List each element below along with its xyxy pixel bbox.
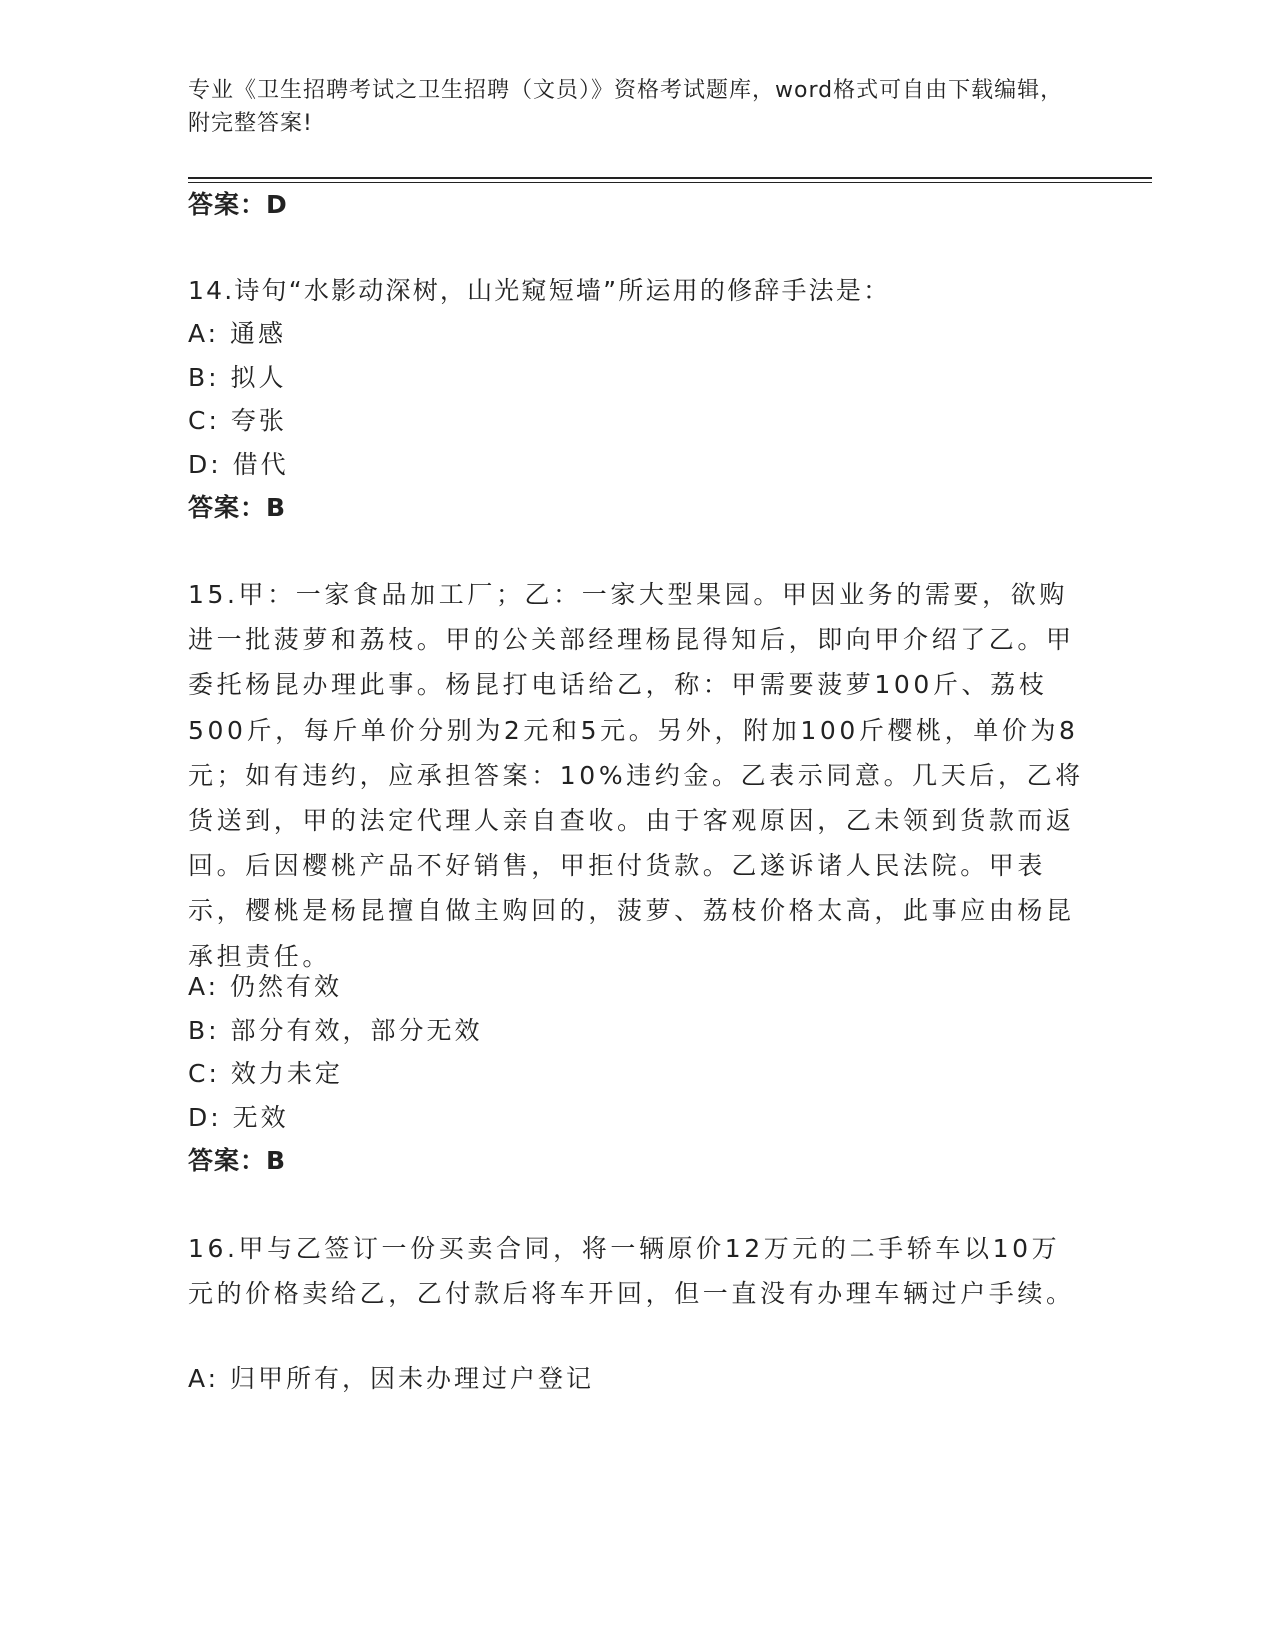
question-15-text: 15.甲：一家食品加工厂；乙：一家大型果园。甲因业务的需要，欲购进一批菠萝和荔枝。甲的公关部经理杨昆得知后，即向甲介绍了乙。甲委托杨昆办理此事。杨昆打电话给乙，称：甲需要菠萝100斤、荔枝500斤，每斤单价分别为2元和5元。另外，附加100斤樱桃，单价为8元；如有违约，应承担答案：10%违约金。乙表示同意。几天后，乙将货送到，甲的法定代理人亲自查收。由于客观原因，乙未领到货款而返回。后因樱桃产品不好销售，甲拒付货款。乙遂诉诸人民法院。甲表示，樱桃是杨昆擅自做主购回的，菠萝、荔枝价格太高，此事应由杨昆承担责任。 [188, 580, 1084, 971]
question-16-option-a: A: 归甲所有，因未办理过户登记 [188, 1364, 595, 1393]
question-14-option-d: D: 借代 [188, 450, 289, 479]
question-15-option-d: D: 无效 [188, 1103, 289, 1132]
question-14-option-a: A: 通感 [188, 319, 287, 348]
page-header: 专业《卫生招聘考试之卫生招聘（文员）》资格考试题库，word格式可自由下载编辑，附完整答案! [188, 78, 1064, 136]
question-15-option-c: C: 效力未定 [188, 1059, 343, 1088]
question-16-text: 16.甲与乙签订一份买卖合同，将一辆原价12万元的二手轿车以10万元的价格卖给乙，乙付款后将车开回，但一直没有办理车辆过户手续。 [188, 1234, 1075, 1309]
question-14-option-b: B: 拟人 [188, 363, 287, 392]
question-15-answer: 答案：B [188, 1146, 287, 1175]
header-divider [188, 177, 1152, 179]
question-14-option-c: C: 夸张 [188, 406, 287, 435]
question-15-option-a: A: 仍然有效 [188, 972, 343, 1001]
answer-13: 答案：D [188, 190, 288, 219]
header-divider-thin [188, 182, 1152, 183]
question-14-text: 14.诗句“水影动深树，山光窥短墙”所运用的修辞手法是： [188, 276, 891, 305]
question-15-option-b: B: 部分有效，部分无效 [188, 1016, 483, 1045]
question-14-answer: 答案：B [188, 493, 287, 522]
